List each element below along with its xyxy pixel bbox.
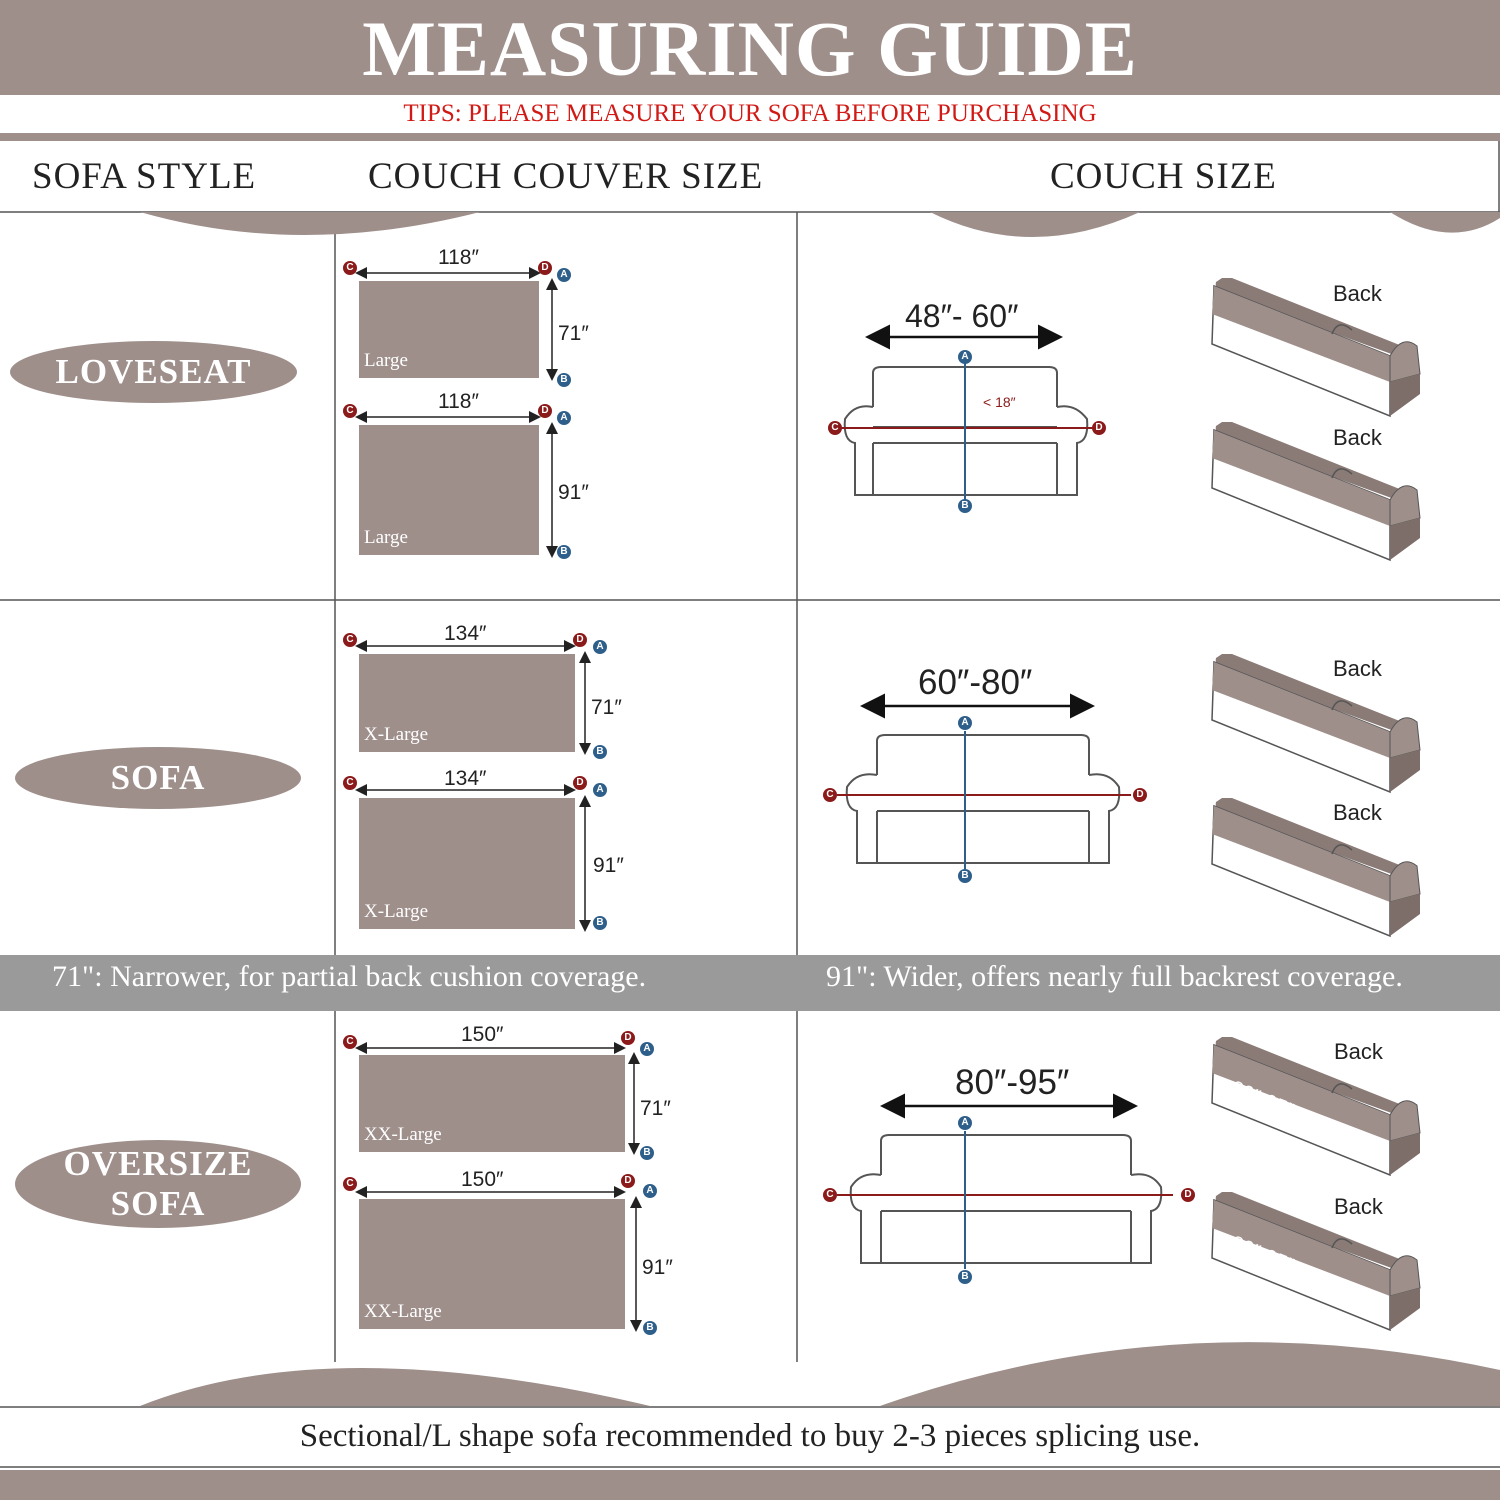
header-couch-size: COUCH SIZE bbox=[1050, 156, 1277, 197]
point-marker-b: B bbox=[958, 1270, 972, 1284]
point-marker-c: C bbox=[823, 788, 837, 802]
back-label: Back bbox=[1334, 1194, 1383, 1219]
point-marker-a: A bbox=[643, 1184, 657, 1198]
point-marker-c: C bbox=[343, 633, 357, 647]
point-marker-c: C bbox=[343, 1177, 357, 1191]
back-range-label: 80″-95″ bbox=[1227, 1232, 1297, 1277]
point-marker-a: A bbox=[593, 783, 607, 797]
point-marker-b: B bbox=[958, 499, 972, 513]
back-range-label: 60″-80″ bbox=[1221, 696, 1291, 741]
note-91: 91": Wider, offers nearly full backrest coverage. bbox=[826, 960, 1403, 993]
cover-size-label: XX-Large bbox=[364, 1301, 442, 1322]
point-marker-c: C bbox=[343, 261, 357, 275]
point-marker-b: B bbox=[643, 1321, 657, 1335]
note-71: 71": Narrower, for partial back cushion coverage. bbox=[52, 960, 647, 993]
cover-width-label: 118″ bbox=[438, 246, 479, 269]
seat-depth-note: < 18″ bbox=[983, 394, 1016, 410]
cover-size-label: XX-Large bbox=[364, 1124, 442, 1145]
back-label: Back bbox=[1334, 1039, 1383, 1064]
back-label: Back bbox=[1333, 425, 1382, 450]
back-label: Back bbox=[1333, 281, 1382, 306]
point-marker-c: C bbox=[823, 1188, 837, 1202]
couch-width-label: 60″-80″ bbox=[918, 663, 1033, 702]
point-marker-a: A bbox=[557, 268, 571, 282]
couch-width-label: 80″-95″ bbox=[955, 1063, 1070, 1102]
point-marker-b: B bbox=[593, 916, 607, 930]
point-marker-d: D bbox=[538, 261, 552, 275]
cover-height-label: 91″ bbox=[642, 1256, 673, 1279]
cover-width-label: 118″ bbox=[438, 390, 479, 413]
header-cover-size: COUCH COUVER SIZE bbox=[368, 156, 764, 197]
back-range-label: 48″-60″ bbox=[1221, 464, 1291, 509]
point-marker-a: A bbox=[958, 350, 972, 364]
point-marker-c: C bbox=[343, 404, 357, 418]
point-marker-a: A bbox=[557, 411, 571, 425]
point-marker-c: C bbox=[828, 421, 842, 435]
point-marker-c: C bbox=[343, 1035, 357, 1049]
point-marker-d: D bbox=[573, 633, 587, 647]
cover-height-label: 71″ bbox=[640, 1097, 671, 1120]
cover-size-label: X-Large bbox=[364, 901, 429, 922]
point-marker-a: A bbox=[958, 716, 972, 730]
point-marker-d: D bbox=[573, 776, 587, 790]
cover-height-label: 71″ bbox=[591, 696, 622, 719]
point-marker-a: A bbox=[593, 640, 607, 654]
cover-size-label: X-Large bbox=[364, 724, 429, 745]
header-sofa-style: SOFA STYLE bbox=[32, 156, 257, 197]
back-range-label: 80″-95″ bbox=[1227, 1077, 1297, 1122]
back-label: Back bbox=[1333, 656, 1382, 681]
point-marker-c: C bbox=[343, 776, 357, 790]
point-marker-d: D bbox=[621, 1031, 635, 1045]
point-marker-b: B bbox=[557, 545, 571, 559]
point-marker-b: B bbox=[640, 1146, 654, 1160]
point-marker-d: D bbox=[1133, 788, 1147, 802]
cover-width-label: 150″ bbox=[461, 1168, 504, 1191]
point-marker-d: D bbox=[1092, 421, 1106, 435]
point-marker-a: A bbox=[640, 1042, 654, 1056]
bottom-band bbox=[0, 1470, 1500, 1500]
cover-width-label: 134″ bbox=[444, 622, 487, 645]
couch-width-label: 48″- 60″ bbox=[905, 298, 1019, 334]
cover-height-label: 91″ bbox=[593, 854, 624, 877]
cover-size-label: Large bbox=[364, 350, 408, 371]
point-marker-a: A bbox=[958, 1116, 972, 1130]
point-marker-b: B bbox=[593, 745, 607, 759]
tips-text: TIPS: PLEASE MEASURE YOUR SOFA BEFORE PURCHASING bbox=[403, 100, 1097, 127]
point-marker-d: D bbox=[538, 404, 552, 418]
cover-height-label: 71″ bbox=[558, 322, 589, 345]
cover-height-label: 91″ bbox=[558, 481, 589, 504]
back-range-label: 60″-80″ bbox=[1221, 840, 1291, 885]
cover-size-label: Large bbox=[364, 527, 408, 548]
back-label: Back bbox=[1333, 800, 1382, 825]
back-range-label: 48″-60″ bbox=[1221, 320, 1291, 365]
style-pill-sofa: SOFA bbox=[15, 747, 301, 809]
point-marker-b: B bbox=[958, 869, 972, 883]
style-pill-oversize: OVERSIZE SOFA bbox=[15, 1140, 301, 1228]
page-title: MEASURING GUIDE bbox=[362, 5, 1138, 92]
style-pill-loveseat: LOVESEAT bbox=[10, 341, 297, 403]
point-marker-d: D bbox=[1181, 1188, 1195, 1202]
cover-width-label: 150″ bbox=[461, 1023, 504, 1046]
point-marker-b: B bbox=[557, 373, 571, 387]
point-marker-d: D bbox=[621, 1174, 635, 1188]
cover-width-label: 134″ bbox=[444, 767, 487, 790]
footer-note: Sectional/L shape sofa recommended to buy 2-3 pieces splicing use. bbox=[299, 1418, 1201, 1454]
